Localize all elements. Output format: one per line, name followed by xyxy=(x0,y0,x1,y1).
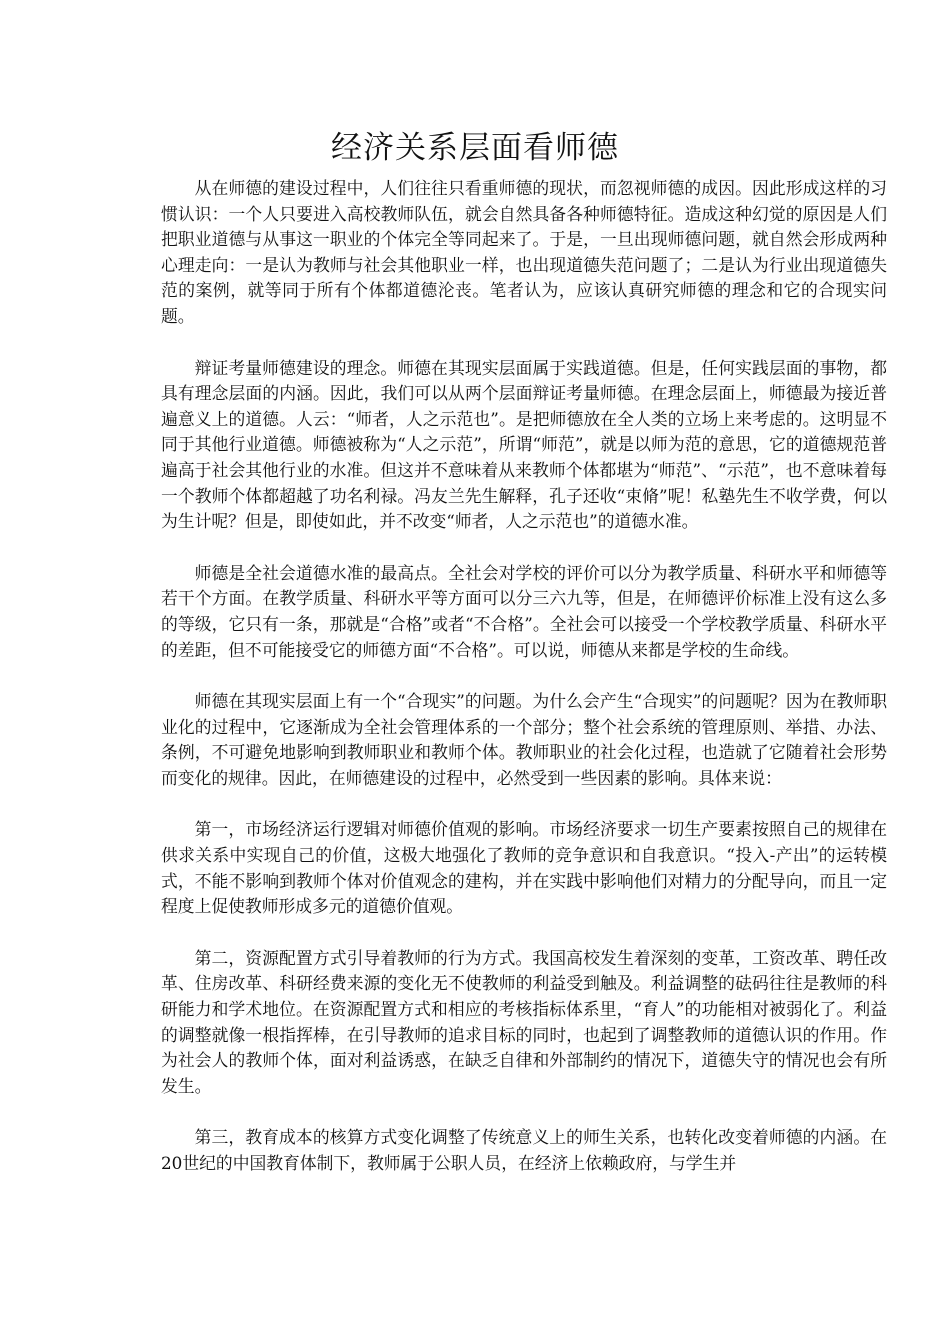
paragraph-2: 辩证考量师德建设的理念。师德在其现实层面属于实践道德。但是，任何实践层面的事物，都具有理念层面的内涵。因此，我们可以从两个层面辩证考量师德。在理念层面上，师德最为接近普遍意义上的道德。人云：“师者，人之示范也”。是把师德放在全人类的立场上来考虑的。这明显不同于其他行业道德。师德被称为“人之示范”，所谓“师范”，就是以师为范的意思，它的道德规范普遍高于社会其他行业的水准。但这并不意味着从来教师个体都堪为“师范”、“示范”，也不意味着每一个教师个体都超越了功名利禄。冯友兰先生解释，孔子还收“束脩”呢！私塾先生不收学费，何以为生计呢？但是，即使如此，并不改变“师者，人之示范也”的道德水准。 xyxy=(161,357,887,532)
document-title: 经济关系层面看师德 xyxy=(331,130,619,166)
paragraph-7: 第三，教育成本的核算方式变化调整了传统意义上的师生关系，也转化改变着师德的内涵。在20世纪的中国教育体制下，教师属于公职人员，在经济上依赖政府，与学生并 xyxy=(161,1127,887,1173)
paragraph-4: 师德在其现实层面上有一个“合现实”的问题。为什么会产生“合现实”的问题呢？因为在教师职业化的过程中，它逐渐成为全社会管理体系的一个部分；整个社会系统的管理原则、举措、办法、条例，不可避免地影响到教师职业和教师个体。教师职业的社会化过程，也造就了它随着社会形势而变化的规律。因此，在师德建设的过程中，必然受到一些因素的影响。具体来说： xyxy=(161,691,887,788)
paragraph-5: 第一，市场经济运行逻辑对师德价值观的影响。市场经济要求一切生产要素按照自己的规律在供求关系中实现自己的价值，这极大地强化了教师的竞争意识和自我意识。“投入-产出”的运转模式，不能不影响到教师个体对价值观念的建构，并在实践中影响他们对精力的分配导向，而且一定程度上促使教师形成多元的道德价值观。 xyxy=(161,819,887,917)
document-body xyxy=(161,176,887,1203)
paragraph-6: 第二，资源配置方式引导着教师的行为方式。我国高校发生着深刻的变革，工资改革、聘任改革、住房改革、科研经费来源的变化无不使教师的利益受到触及。利益调整的砝码往往是教师的科研能力和学术地位。在资源配置方式和相应的考核指标体系里，“育人”的功能相对被弱化了。利益的调整就像一根指挥棒，在引导教师的追求目标的同时，也起到了调整教师的道德认识的作用。作为社会人的教师个体，面对利益诱惑，在缺乏自律和外部制约的情况下，道德失守的情况也会有所发生。 xyxy=(161,947,887,1096)
paragraph-3: 师德是全社会道德水准的最高点。全社会对学校的评价可以分为教学质量、科研水平和师德等若干个方面。在教学质量、科研水平等方面可以分三六九等，但是，在师德评价标准上没有这么多的等级，它只有一条，那就是“合格”或者“不合格”。全社会可以接受一个学校教学质量、科研水平的差距，但不可能接受它的师德方面“不合格”。可以说，师德从来都是学校的生命线。 xyxy=(161,562,887,660)
paragraph-1: 从在师德的建设过程中，人们往往只看重师德的现状，而忽视师德的成因。因此形成这样的习惯认识：一个人只要进入高校教师队伍，就会自然具备各种师德特征。造成这种幻觉的原因是人们把职业道德与从事这一职业的个体完全等同起来了。于是，一旦出现师德问题，就自然会形成两种心理走向：一是认为教师与社会其他职业一样，也出现道德失范问题了；二是认为行业出现道德失范的案例，就等同于所有个体都道德沦丧。笔者认为，应该认真研究师德的理念和它的合现实问题。 xyxy=(161,178,887,326)
